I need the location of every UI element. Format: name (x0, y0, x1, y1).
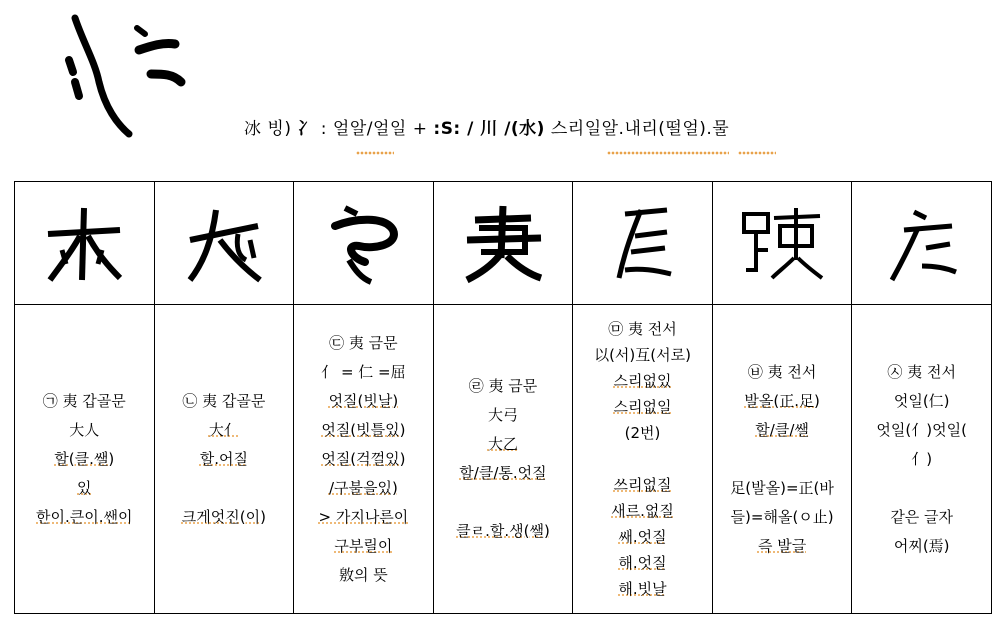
description-line: 할/클/통.엇질 (459, 464, 547, 482)
bronze-glyph-2 (455, 200, 551, 286)
header-components: :S: / 川 /(水) (433, 119, 545, 139)
description-line (155, 474, 294, 503)
description-line: 즉 발글 (757, 536, 807, 555)
header-radical: 冫 (297, 119, 315, 139)
description-line: 발올(正.足) (744, 391, 820, 410)
header-meaning: : 얼알/얼일 + (314, 119, 434, 139)
description-line: 亻) (911, 449, 933, 468)
description-line: 以(서)互(서로) (594, 346, 691, 364)
seal-glyph-2 (734, 200, 830, 286)
glyph-cell-1 (15, 182, 155, 305)
description-line: 쓰리없질 (613, 476, 672, 494)
seal-glyph-1 (595, 200, 691, 286)
description-line: 大乙 (487, 435, 518, 453)
oracle-bone-glyph-2 (176, 200, 272, 286)
description-line: 할/클/쌜 (755, 420, 809, 439)
description-line: 엇질(빗날) (328, 391, 399, 410)
description-line: ㉠ 夷 갑골문 (42, 391, 126, 410)
description-line: 亻 = 仁 =屈 (321, 362, 406, 381)
description-line: ㉢ 夷 금문 (329, 333, 398, 352)
description-line: 스리없있 (613, 372, 672, 390)
description-line: 大亻 (208, 420, 239, 439)
seal-script-ice-glyph (55, 12, 205, 144)
glyph-cell-3 (294, 182, 434, 305)
glyph-cell-4 (433, 182, 573, 305)
description-cell-2 (154, 305, 294, 614)
seal-glyph-3 (874, 200, 970, 286)
description-line: 엇질(빗틀있) (321, 420, 406, 439)
description-line: 어찌(焉) (893, 536, 950, 555)
description-line: 있 (77, 478, 92, 497)
description-line (573, 446, 712, 472)
glyph-cell-2 (154, 182, 294, 305)
description-line: 쌔.엇질 (618, 528, 667, 546)
description-line: 大人 (69, 420, 100, 439)
description-line: 들)=해올(ㅇ止) (730, 507, 834, 526)
header-definition (244, 114, 729, 139)
description-line: 大弓 (487, 406, 518, 424)
description-cell-4 (433, 305, 573, 614)
character-evolution-table (14, 181, 992, 614)
description-line: ㉡ 夷 갑골문 (182, 391, 266, 410)
description-line (852, 474, 991, 503)
glyph-row (15, 182, 992, 305)
bronze-glyph-1 (315, 200, 411, 286)
spellcheck-underline (356, 151, 394, 155)
description-line (713, 445, 852, 474)
description-line: /구불을있) (328, 478, 398, 497)
description-line: ㉣ 夷 금문 (468, 377, 538, 395)
header-hanja: 冰 빙) (244, 119, 298, 139)
description-line: 엇일(亻)엇일( (876, 420, 967, 439)
description-line: > 가지나른이 (318, 507, 409, 526)
header-reading: 스리일알.내리(떨얼).물 (544, 119, 730, 139)
description-line: 스리없일 (613, 398, 672, 416)
description-line: 할(클.쌜) (54, 449, 115, 468)
description-row (15, 305, 992, 614)
description-cell-5 (573, 305, 713, 614)
description-line: 해.빗날 (618, 580, 667, 598)
description-line: 크게엇진(이) (181, 507, 266, 526)
glyph-cell-6 (712, 182, 852, 305)
description-line: 해.엇질 (618, 554, 667, 572)
description-cell-6 (712, 305, 852, 614)
spellcheck-underline (607, 151, 729, 155)
description-line: 할.어질 (199, 449, 248, 468)
spellcheck-underline (738, 151, 776, 155)
description-line: ㉥ 夷 전서 (747, 362, 817, 381)
description-line (434, 488, 573, 517)
glyph-cell-7 (852, 182, 992, 305)
description-cell-7 (852, 305, 992, 614)
description-line: ㉦ 夷 전서 (887, 362, 956, 381)
description-line: 한이.큰이.쌘이 (36, 507, 133, 526)
description-line: 구부릴이 (334, 536, 393, 555)
description-line: ㉤ 夷 전서 (608, 320, 677, 338)
glyph-cell-5 (573, 182, 713, 305)
description-line: 새르.없질 (611, 502, 674, 520)
description-cell-1 (15, 305, 155, 614)
description-line: 엇질(걱껄있) (321, 449, 406, 468)
description-line: 같은 글자 (890, 507, 954, 526)
description-cell-3 (294, 305, 434, 614)
description-line: 敫의 뜻 (339, 565, 388, 584)
description-line: 足(발올)=正(바 (730, 478, 834, 497)
description-line: 엇일(仁) (893, 391, 950, 410)
oracle-bone-glyph-1 (36, 200, 132, 286)
description-line: 클ㄹ.할.생(쌜) (456, 522, 550, 540)
description-line: (2번) (624, 424, 661, 442)
